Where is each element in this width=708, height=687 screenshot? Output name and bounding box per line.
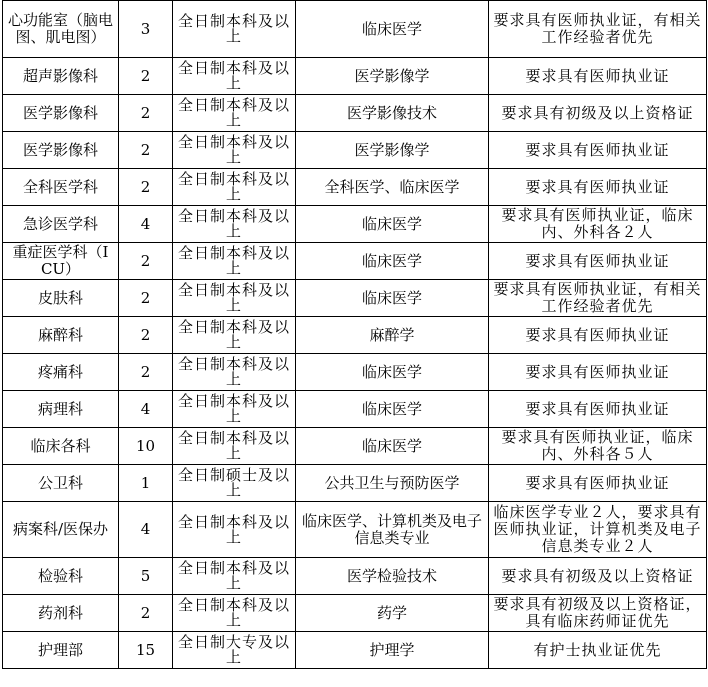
dept-cell: 临床各科 (3, 428, 119, 465)
education-cell: 全日制本科及以上 (173, 558, 296, 595)
major-cell: 麻醉学 (296, 317, 489, 354)
table-row (3, 95, 707, 132)
education-cell: 全日制大专及以上 (173, 632, 296, 669)
count-cell: 10 (119, 428, 173, 465)
major-cell: 护理学 (296, 632, 489, 669)
table-row (3, 1, 707, 58)
count-cell: 2 (119, 58, 173, 95)
requirement-cell: 有护士执业证优先 (489, 632, 707, 669)
dept-cell: 全科医学科 (3, 169, 119, 206)
table-row (3, 391, 707, 428)
requirement-cell: 要求具有医师执业证 (489, 317, 707, 354)
major-cell: 临床医学 (296, 206, 489, 243)
requirement-cell: 要求具有医师执业证 (489, 132, 707, 169)
requirement-cell: 要求具有医师执业证，有相关工作经验者优先 (489, 280, 707, 317)
table-row (3, 595, 707, 632)
table-row (3, 632, 707, 669)
education-cell: 全日制本科及以上 (173, 169, 296, 206)
dept-cell: 病理科 (3, 391, 119, 428)
requirement-cell: 要求具有初级及以上资格证 (489, 95, 707, 132)
education-cell: 全日制硕士及以上 (173, 465, 296, 502)
education-cell: 全日制本科及以上 (173, 95, 296, 132)
dept-cell: 护理部 (3, 632, 119, 669)
requirement-cell: 临床医学专业２人，要求具有医师执业证，计算机类及电子信息类专业２人 (489, 502, 707, 558)
table-row (3, 206, 707, 243)
major-cell: 药学 (296, 595, 489, 632)
major-cell: 临床医学 (296, 391, 489, 428)
requirement-cell: 要求具有医师执业证，临床内、外科各２人 (489, 206, 707, 243)
dept-cell: 麻醉科 (3, 317, 119, 354)
count-cell: 4 (119, 391, 173, 428)
table-row (3, 354, 707, 391)
major-cell: 医学影像技术 (296, 95, 489, 132)
count-cell: 2 (119, 595, 173, 632)
major-cell: 全科医学、临床医学 (296, 169, 489, 206)
table-row (3, 428, 707, 465)
dept-cell: 疼痛科 (3, 354, 119, 391)
count-cell: 2 (119, 317, 173, 354)
count-cell: 15 (119, 632, 173, 669)
count-cell: 4 (119, 502, 173, 558)
education-cell: 全日制本科及以上 (173, 595, 296, 632)
major-cell: 公共卫生与预防医学 (296, 465, 489, 502)
education-cell: 全日制本科及以上 (173, 58, 296, 95)
table-row (3, 132, 707, 169)
count-cell: 2 (119, 132, 173, 169)
dept-cell: 急诊医学科 (3, 206, 119, 243)
education-cell: 全日制本科及以上 (173, 502, 296, 558)
table-row (3, 243, 707, 280)
count-cell: 4 (119, 206, 173, 243)
table-row (3, 465, 707, 502)
table-row (3, 502, 707, 558)
table-body (3, 1, 707, 669)
major-cell: 医学检验技术 (296, 558, 489, 595)
requirement-cell: 要求具有医师执业证 (489, 169, 707, 206)
count-cell: 2 (119, 280, 173, 317)
education-cell: 全日制本科及以上 (173, 428, 296, 465)
education-cell: 全日制本科及以上 (173, 391, 296, 428)
dept-cell: 超声影像科 (3, 58, 119, 95)
major-cell: 临床医学 (296, 280, 489, 317)
requirement-cell: 要求具有初级及以上资格证，具有临床药师证优先 (489, 595, 707, 632)
table-row (3, 58, 707, 95)
dept-cell: 药剂科 (3, 595, 119, 632)
count-cell: 2 (119, 243, 173, 280)
requirement-cell: 要求具有医师执业证，临床内、外科各５人 (489, 428, 707, 465)
count-cell: 2 (119, 354, 173, 391)
requirement-cell: 要求具有医师执业证 (489, 465, 707, 502)
dept-cell: 公卫科 (3, 465, 119, 502)
requirement-cell: 要求具有医师执业证 (489, 243, 707, 280)
requirement-cell: 要求具有医师执业证 (489, 391, 707, 428)
major-cell: 临床医学、计算机类及电子信息类专业 (296, 502, 489, 558)
dept-cell: 皮肤科 (3, 280, 119, 317)
requirement-cell: 要求具有初级及以上资格证 (489, 558, 707, 595)
count-cell: 1 (119, 465, 173, 502)
dept-cell: 心功能室（脑电图、肌电图） (3, 1, 119, 58)
requirement-cell: 要求具有医师执业证，有相关工作经验者优先 (489, 1, 707, 58)
recruitment-table (2, 0, 707, 669)
major-cell: 临床医学 (296, 428, 489, 465)
table-row (3, 280, 707, 317)
dept-cell: 检验科 (3, 558, 119, 595)
count-cell: 3 (119, 1, 173, 58)
education-cell: 全日制本科及以上 (173, 132, 296, 169)
education-cell: 全日制本科及以上 (173, 206, 296, 243)
table-row (3, 558, 707, 595)
count-cell: 5 (119, 558, 173, 595)
major-cell: 医学影像学 (296, 132, 489, 169)
dept-cell: 医学影像科 (3, 95, 119, 132)
count-cell: 2 (119, 169, 173, 206)
count-cell: 2 (119, 95, 173, 132)
dept-cell: 医学影像科 (3, 132, 119, 169)
table-row (3, 169, 707, 206)
major-cell: 医学影像学 (296, 58, 489, 95)
education-cell: 全日制本科及以上 (173, 280, 296, 317)
dept-cell: 病案科/医保办 (3, 502, 119, 558)
major-cell: 临床医学 (296, 243, 489, 280)
table-row (3, 317, 707, 354)
education-cell: 全日制本科及以上 (173, 1, 296, 58)
major-cell: 临床医学 (296, 354, 489, 391)
education-cell: 全日制本科及以上 (173, 354, 296, 391)
dept-cell: 重症医学科（ICU） (3, 243, 119, 280)
major-cell: 临床医学 (296, 1, 489, 58)
requirement-cell: 要求具有医师执业证 (489, 58, 707, 95)
education-cell: 全日制本科及以上 (173, 317, 296, 354)
requirement-cell: 要求具有医师执业证 (489, 354, 707, 391)
education-cell: 全日制本科及以上 (173, 243, 296, 280)
